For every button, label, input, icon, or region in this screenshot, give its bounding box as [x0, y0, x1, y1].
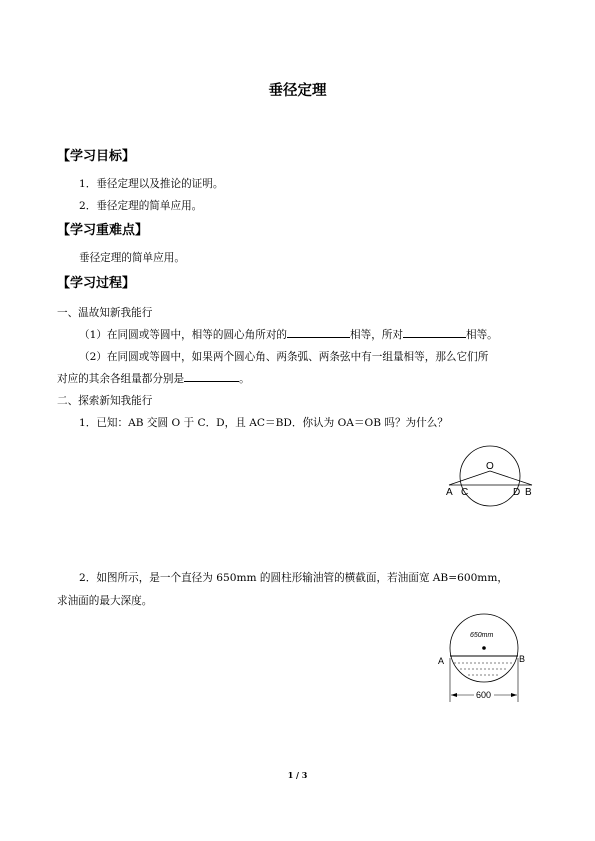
question-1-part-a: （1）在同圆或等圆中，相等的圆心角所对的: [79, 329, 288, 341]
label-b: B: [525, 487, 532, 498]
circle-o: [460, 446, 520, 506]
label-c: C: [461, 487, 469, 498]
segment-ob: [490, 471, 532, 485]
question-2-line-1: （2）在同圆或等圆中，如果两个圆心角、两条弧、两条弦中有一组量相等，那么它们所: [79, 351, 489, 363]
problem-1: 1．已知：AB 交圆 O 于 C．D，且 AC＝BD．你认为 OA＝OB 吗？为什么？: [79, 417, 448, 429]
arrow-left-icon: [451, 693, 457, 697]
label-d: D: [513, 487, 521, 498]
label-b: B: [519, 654, 526, 664]
question-2-part-a: 对应的其余各组量都分别是: [57, 373, 185, 385]
label-o: O: [486, 461, 494, 472]
center-point: [482, 646, 486, 650]
answer-blank-2[interactable]: [403, 327, 466, 338]
arrow-right-icon: [511, 693, 517, 697]
question-2-end: 。: [239, 373, 250, 385]
label-width: 600: [476, 690, 492, 700]
answer-blank-3[interactable]: [184, 371, 239, 382]
figure-circle-chord: [440, 438, 540, 508]
goal-item-2: 2．垂径定理的简单应用。: [79, 200, 203, 212]
figure-oil-pipe: [430, 612, 540, 707]
goal-item-1: 1．垂径定理以及推论的证明。: [79, 178, 224, 190]
problem-2-line-2: 求油面的最大深度。: [57, 595, 153, 607]
question-1-part-b: 相等，所对: [350, 329, 403, 341]
page-title: 垂径定理: [268, 83, 327, 99]
segment-oa: [449, 471, 490, 485]
answer-blank-1[interactable]: [287, 327, 350, 338]
goals-heading: 【学习目标】: [57, 149, 136, 164]
page-number: 1 / 3: [287, 770, 308, 780]
key-points-text: 垂径定理的简单应用。: [79, 252, 185, 264]
key-points-heading: 【学习重难点】: [57, 223, 149, 238]
question-1-part-c: 相等。: [466, 329, 498, 341]
label-a: A: [438, 656, 445, 666]
part1-title: 一、温故知新我能行: [57, 307, 153, 319]
label-diameter: 650mm: [470, 632, 494, 639]
question-2-line-2: [57, 371, 250, 386]
problem-2-line-1: 2．如图所示，是一个直径为 650mm 的圆柱形输油管的横截面，若油面宽 AB=600mm，: [79, 572, 508, 584]
question-1: [79, 327, 498, 342]
process-heading: 【学习过程】: [57, 276, 136, 291]
part2-title: 二、探索新知我能行: [57, 395, 153, 407]
label-a: A: [446, 487, 453, 498]
